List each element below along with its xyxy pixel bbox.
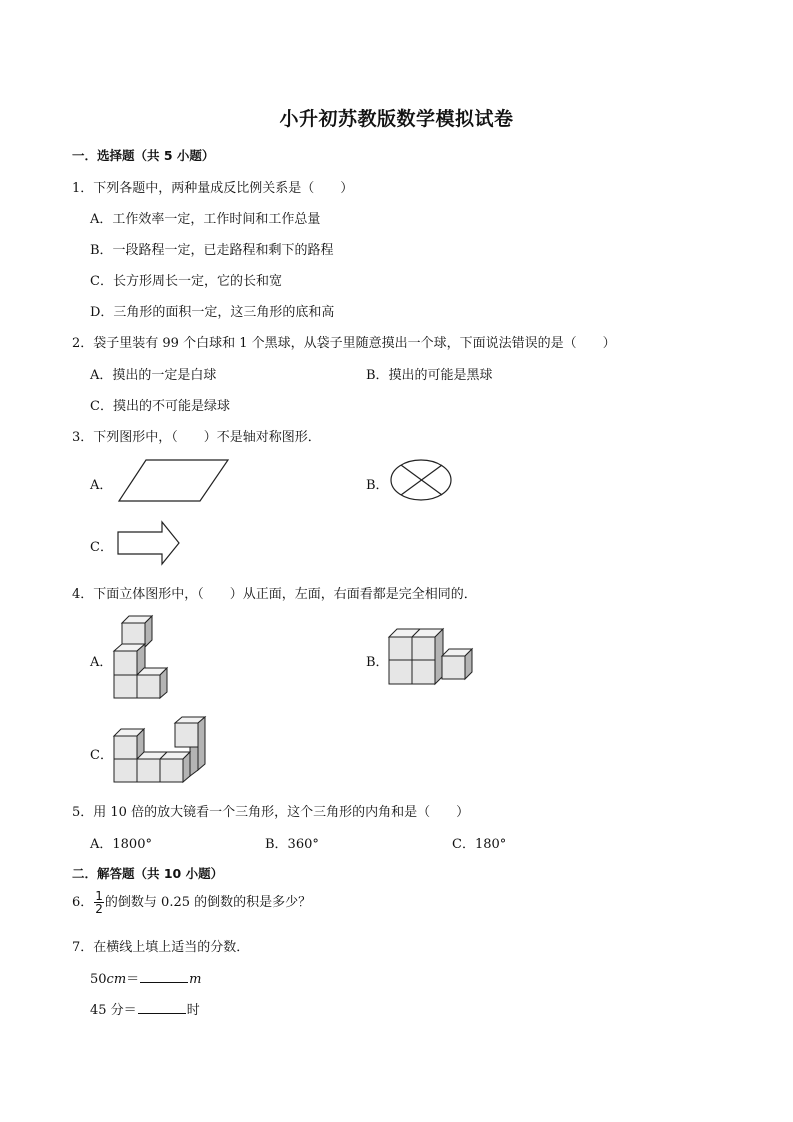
question-4-stem: 4．下面立体图形中，（ ）从正面，左面，右面看都是完全相同的． bbox=[72, 587, 477, 602]
question-2-option-a: A．摸出的一定是白球 bbox=[90, 368, 217, 383]
line1-value: 50 bbox=[90, 972, 107, 987]
line1-equals: ＝ bbox=[126, 972, 140, 987]
question-4-option-c-label: C． bbox=[90, 748, 113, 763]
cube-stack-c-figure bbox=[112, 716, 210, 786]
line2-result-unit: 时 bbox=[186, 1003, 200, 1018]
question-1-option-c: C．长方形周长一定，它的长和宽 bbox=[90, 274, 282, 289]
right-arrow-figure bbox=[117, 521, 181, 567]
question-5-option-a: A．1800° bbox=[90, 837, 152, 852]
question-7-line-2 bbox=[90, 999, 200, 1018]
ellipse-with-x-figure bbox=[390, 459, 454, 503]
question-7-stem: 7．在横线上填上适当的分数． bbox=[72, 940, 250, 955]
fraction-one-half bbox=[94, 890, 104, 915]
page-title: 小升初苏教版数学模拟试卷 bbox=[279, 108, 514, 130]
question-1-stem: 1．下列各题中，两种量成反比例关系是（ ） bbox=[72, 181, 354, 196]
question-4-option-b-label: B． bbox=[366, 655, 389, 670]
fraction-numerator: 1 bbox=[95, 889, 103, 903]
section-heading-answer: 二．解答题（共 10 小题） bbox=[72, 866, 224, 881]
question-6-number: 6． bbox=[72, 895, 94, 910]
line1-unit: cm bbox=[106, 972, 127, 987]
question-2-option-c: C．摸出的不可能是绿球 bbox=[90, 399, 230, 414]
question-1-option-b: B．一段路程一定，已走路程和剩下的路程 bbox=[90, 243, 334, 258]
section-heading-choice: 一．选择题（共 5 小题） bbox=[72, 148, 215, 163]
question-6-text: 的倒数与 0.25 的倒数的积是多少？ bbox=[104, 895, 312, 910]
question-3-option-a-label: A． bbox=[90, 478, 113, 493]
line1-result-unit: m bbox=[189, 972, 202, 987]
question-3-option-c-label: C． bbox=[90, 540, 113, 555]
question-1-option-a: A．工作效率一定，工作时间和工作总量 bbox=[90, 212, 321, 227]
question-7-line-1 bbox=[90, 968, 202, 987]
question-4-option-a-label: A． bbox=[90, 655, 113, 670]
question-1-option-d: D．三角形的面积一定，这三角形的底和高 bbox=[90, 305, 335, 320]
question-5-option-b: B．360° bbox=[265, 837, 319, 852]
parallelogram-figure bbox=[118, 458, 230, 504]
question-5-option-c: C．180° bbox=[452, 837, 507, 852]
question-3-stem: 3．下列图形中，（ ）不是轴对称图形． bbox=[72, 430, 321, 445]
cube-stack-b-figure bbox=[388, 626, 476, 688]
question-2-option-b: B．摸出的可能是黑球 bbox=[366, 368, 493, 383]
answer-blank-1[interactable] bbox=[140, 970, 188, 983]
line2-value: 45 分＝ bbox=[90, 1003, 137, 1018]
question-6 bbox=[72, 890, 311, 915]
question-2-stem: 2．袋子里装有 99 个白球和 1 个黑球，从袋子里随意摸出一个球，下面说法错误的是（ ） bbox=[72, 336, 616, 351]
question-3-option-b-label: B． bbox=[366, 478, 389, 493]
cube-stack-a-figure bbox=[112, 614, 172, 698]
answer-blank-2[interactable] bbox=[138, 1001, 186, 1014]
fraction-denominator: 2 bbox=[95, 902, 103, 916]
question-5-stem: 5．用 10 倍的放大镜看一个三角形，这个三角形的内角和是（ ） bbox=[72, 805, 470, 820]
